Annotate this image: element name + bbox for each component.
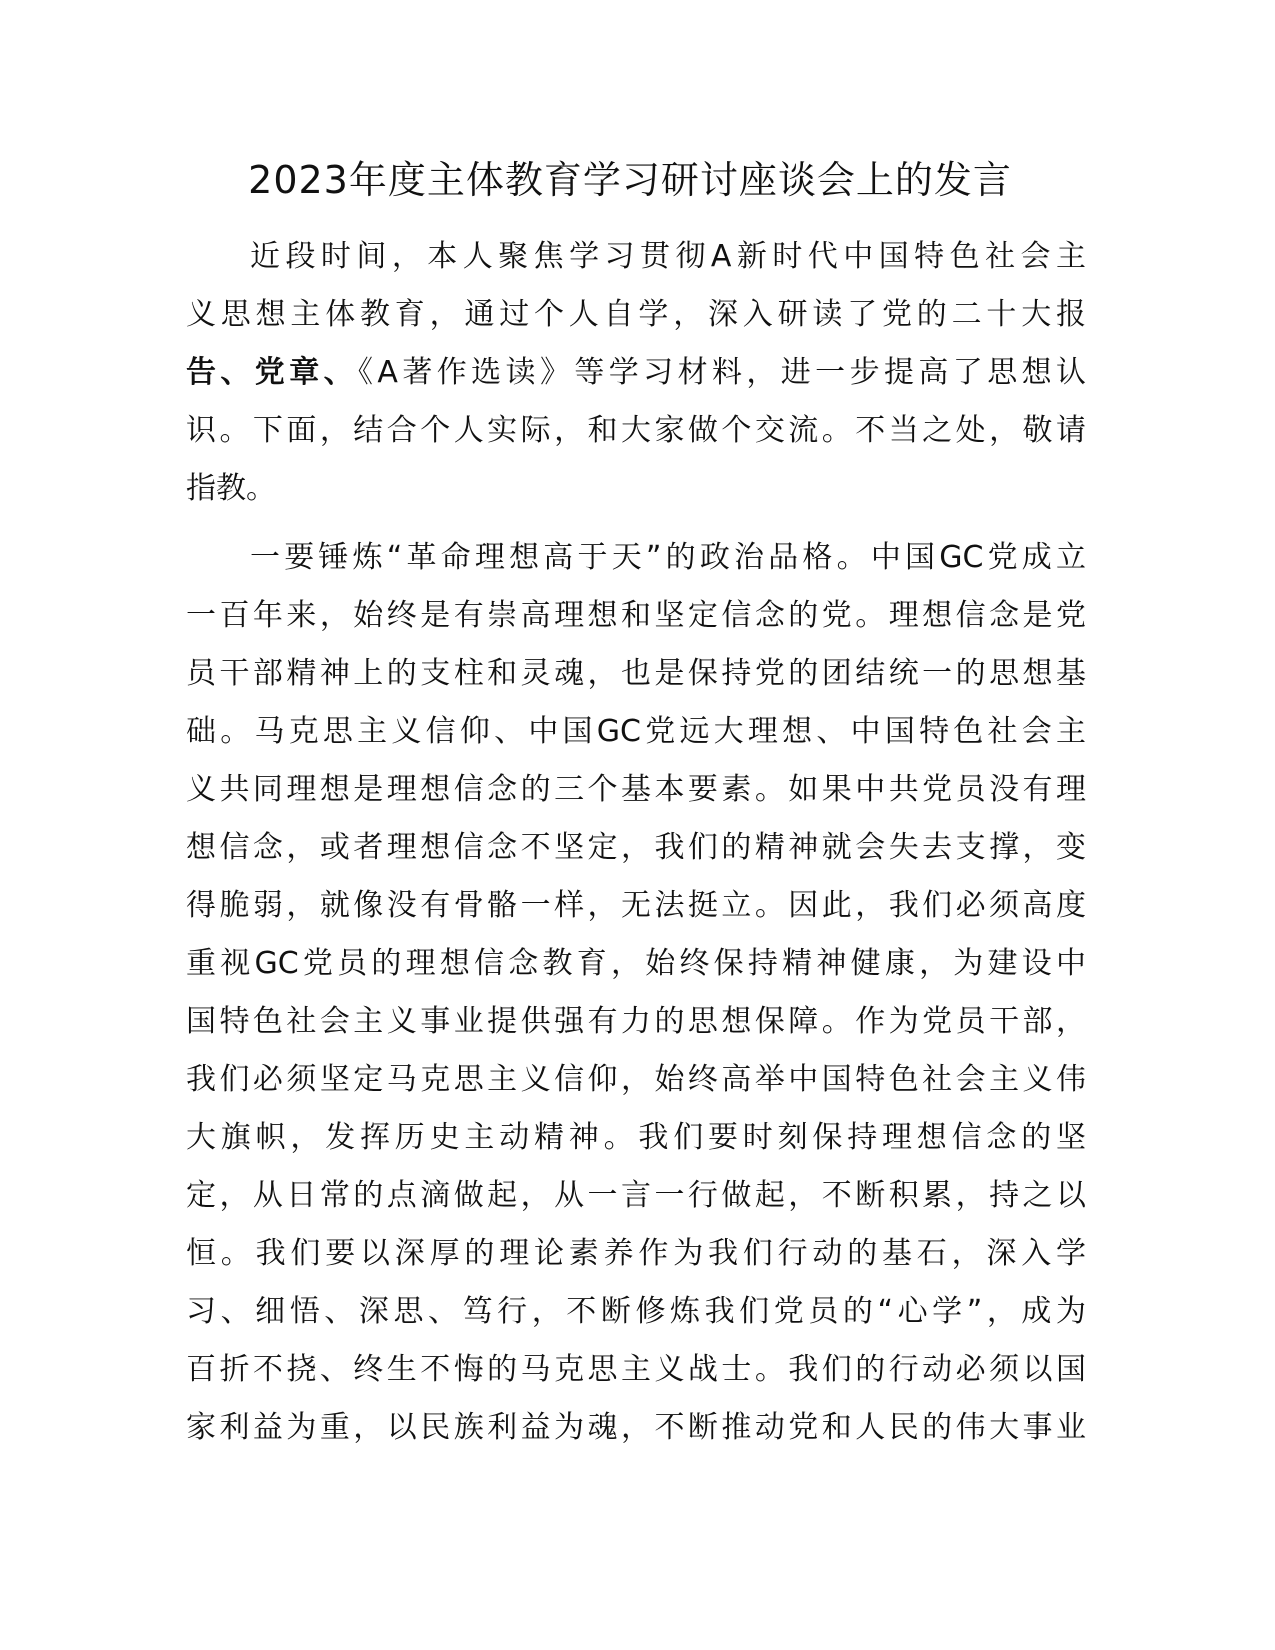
paragraph-line: 重视GC党员的理想信念教育，始终保持精神健康，为建设中 <box>186 946 1086 981</box>
paragraph-line: 大旗帜，发挥历史主动精神。我们要时刻保持理想信念的坚 <box>186 1120 1086 1155</box>
paragraph-intro <box>186 228 1086 518</box>
paragraph-line: 恒。我们要以深厚的理论素养作为我们行动的基石，深入学 <box>186 1236 1086 1271</box>
paragraph-line: 近段时间，本人聚焦学习贯彻A新时代中国特色社会主 <box>250 239 1086 274</box>
paragraph-line: 百折不挠、终生不悔的马克思主义战士。我们的行动必须以国 <box>186 1352 1086 1387</box>
paragraph-line <box>186 344 1086 402</box>
text-run: 《A著作选读》等学习材料，进一步提高了思想认 <box>358 355 1086 390</box>
paragraph-line: 义思想主体教育，通过个人自学，深入研读了党的二十大报 <box>186 297 1086 332</box>
bold-text: 告、党章、 <box>186 355 359 390</box>
paragraph-line: 指教。 <box>186 471 276 506</box>
paragraph-line: 国特色社会主义事业提供强有力的思想保障。作为党员干部， <box>186 1004 1086 1039</box>
document-title: 2023年度主体教育学习研讨座谈会上的发言 <box>248 158 1012 202</box>
paragraph-line: 家利益为重，以民族利益为魂，不断推动党和人民的伟大事业 <box>186 1410 1086 1445</box>
paragraph-line: 习、细悟、深思、笃行，不断修炼我们党员的“心学”，成为 <box>186 1294 1086 1329</box>
paragraph-line: 一要锤炼“革命理想高于天”的政治品格。中国GC党成立 <box>250 540 1086 575</box>
paragraph-line: 员干部精神上的支柱和灵魂，也是保持党的团结统一的思想基 <box>186 656 1086 691</box>
paragraph-line: 得脆弱，就像没有骨骼一样，无法挺立。因此，我们必须高度 <box>186 888 1086 923</box>
paragraph-line: 我们必须坚定马克思主义信仰，始终高举中国特色社会主义伟 <box>186 1062 1086 1097</box>
paragraph-line: 想信念，或者理想信念不坚定，我们的精神就会失去支撑，变 <box>186 830 1086 865</box>
paragraph-line: 义共同理想是理想信念的三个基本要素。如果中共党员没有理 <box>186 772 1086 807</box>
paragraph-political-character <box>186 529 1086 1457</box>
paragraph-line: 识。下面，结合个人实际，和大家做个交流。不当之处，敬请 <box>186 413 1086 448</box>
paragraph-line: 础。马克思主义信仰、中国GC党远大理想、中国特色社会主 <box>186 714 1086 749</box>
paragraph-line: 一百年来，始终是有崇高理想和坚定信念的党。理想信念是党 <box>186 598 1086 633</box>
paragraph-line: 定，从日常的点滴做起，从一言一行做起，不断积累，持之以 <box>186 1178 1086 1213</box>
